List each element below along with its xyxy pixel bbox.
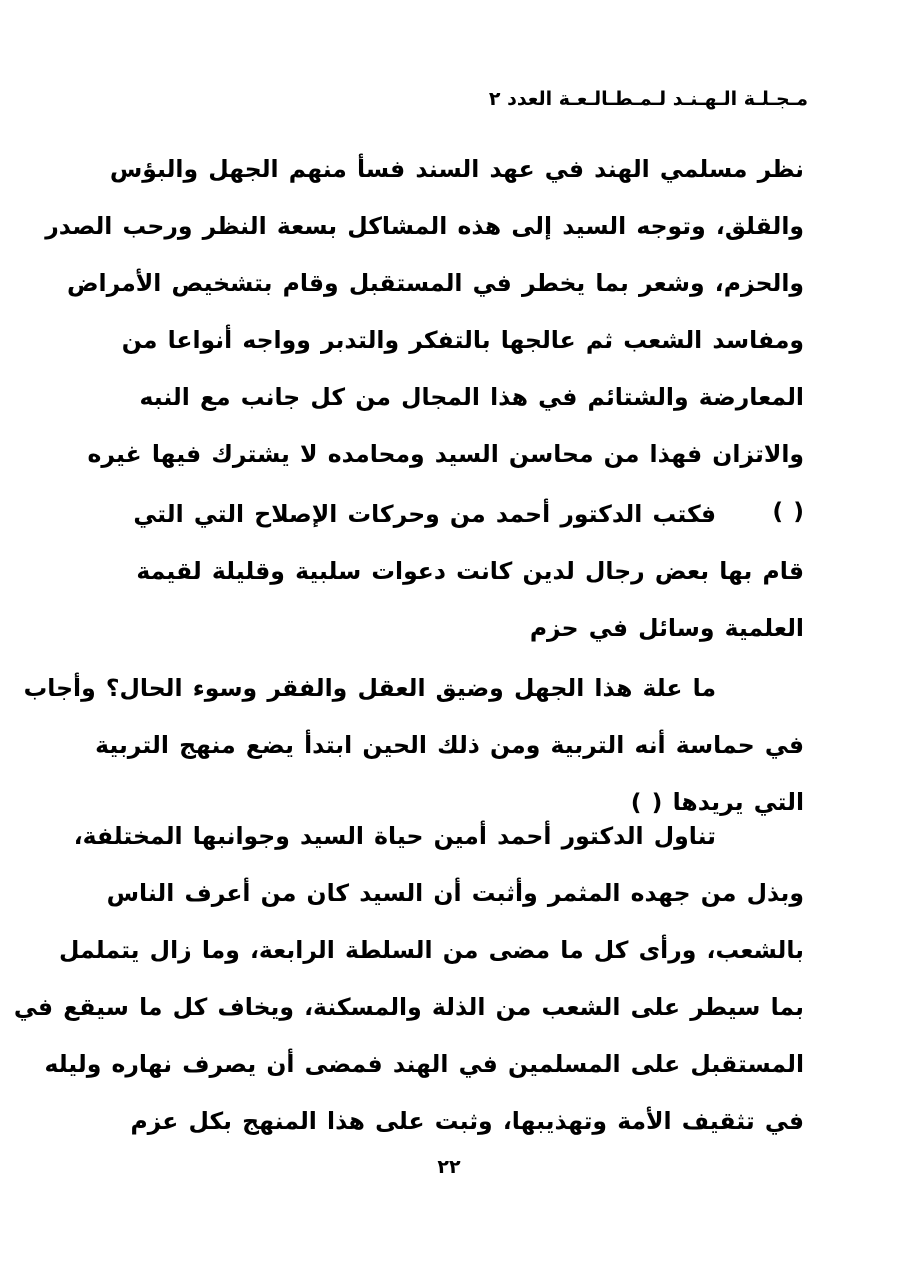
text-line: ومفاسد الشعب ثم عالجها بالتفكر والتدبر وواجه أنواعا من [121, 326, 804, 354]
paragraph-4 [13, 808, 804, 1150]
text-line: في تثقيف الأمة وتهذيبها، وثبت على هذا المنهج بكل عزم [130, 1107, 804, 1135]
text-line: فكتب الدكتور أحمد من وحركات الإصلاح التي التي [133, 500, 716, 528]
text-line: تناول الدكتور أحمد أمين حياة السيد وجوانبها المختلفة، [73, 822, 716, 850]
text-line: في حماسة أنه التربية ومن ذلك الحين ابتدأ يضع منهج التربية [95, 731, 804, 759]
page-number: ٢٢ [437, 1156, 461, 1178]
running-header: مـجـلـة الـهـنـد لـمـطـالـعـة العدد ٢ [488, 88, 808, 110]
text-line: والاتزان فهذا من محاسن السيد ومحامده لا يشترك فيها غيره [87, 440, 804, 468]
text-line: والحزم، وشعر بما يخطر في المستقبل وقام بتشخيص الأمراض [66, 269, 804, 297]
text-line: قام بها بعض رجال لدين كانت دعوات سلبية وقليلة لقيمة [136, 557, 804, 585]
text-line: المعارضة والشتائم في هذا المجال من كل جانب مع النبه [139, 383, 804, 411]
text-line: ما علة هذا الجهل وضيق العقل والفقر وسوء الحال؟ وأجاب [23, 674, 716, 702]
citation-marker: ( ) [772, 497, 804, 525]
paragraph-1 [45, 141, 804, 540]
text-line: نظر مسلمي الهند في عهد السند فسأ منهم الجهل والبؤس [109, 155, 804, 183]
text-line: المستقبل على المسلمين في الهند فمضى أن يصرف نهاره وليله [44, 1050, 804, 1078]
text-line: وبذل من جهده المثمر وأثبت أن السيد كان من أعرف الناس [106, 879, 804, 907]
text-line: بما سيطر على الشعب من الذلة والمسكنة، ويخاف كل ما سيقع في [13, 993, 804, 1021]
text-line: بالشعب، ورأى كل ما مضى من السلطة الرابعة، وما زال يتململ [59, 936, 804, 964]
text-line: التي يريدها ( ) [630, 788, 804, 816]
paragraph-3 [23, 660, 804, 831]
text-line: العلمية وسائل في حزم [529, 614, 804, 642]
paragraph-2 [104, 486, 804, 657]
text-line: والقلق، وتوجه السيد إلى هذه المشاكل بسعة النظر ورحب الصدر [45, 212, 804, 240]
